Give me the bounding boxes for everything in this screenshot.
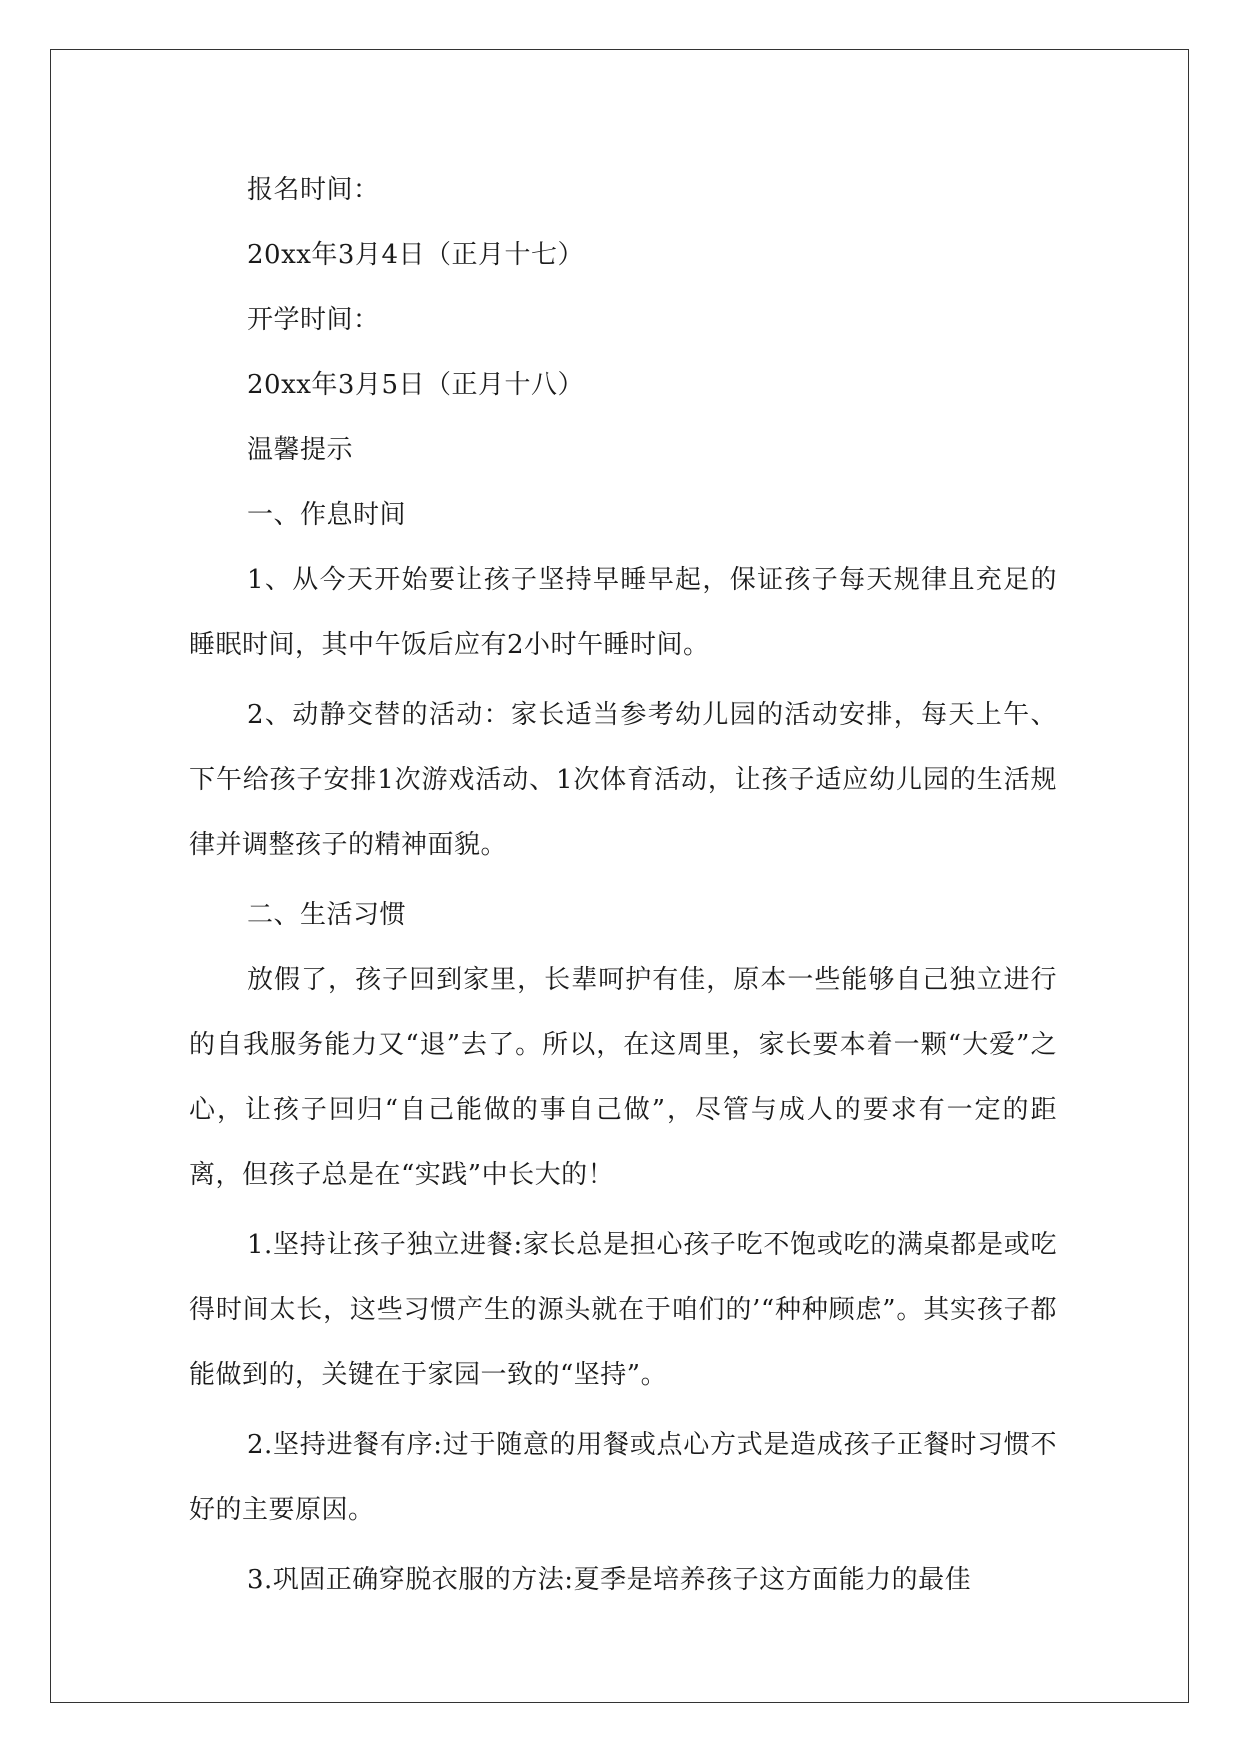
paragraph-activities: 2、动静交替的活动：家长适当参考幼儿园的活动安排，每天上午、下午给孩子安排1次游戏活动、1次体育活动，让孩子适应幼儿园的生活规律并调整孩子的精神面貌。 xyxy=(189,700,1057,860)
paragraph-orderly-meals: 2.坚持进餐有序:过于随意的用餐或点心方式是造成孩子正餐时习惯不好的主要原因。 xyxy=(189,1430,1057,1525)
registration-date: 20xx年3月4日（正月十七） xyxy=(247,240,584,270)
document-body xyxy=(189,158,1057,1618)
paragraph-holiday: 放假了，孩子回到家里，长辈呵护有佳，原本一些能够自己独立进行的自我服务能力又“退”去了。所以，在这周里，家长要本着一颗“大爱”之心，让孩子回归“自己能做的事自己做”，尽管与成人的要求有一定的距离，但孩子总是在“实践”中长大的！ xyxy=(189,965,1057,1190)
registration-time-label: 报名时间： xyxy=(247,175,380,205)
paragraph-sleep: 1、从今天开始要让孩子坚持早睡早起，保证孩子每天规律且充足的睡眠时间，其中午饭后应有2小时午睡时间。 xyxy=(189,565,1057,660)
paragraph-eating-independently: 1.坚持让孩子独立进餐:家长总是担心孩子吃不饱或吃的满桌都是或吃得时间太长，这些习惯产生的源头就在于咱们的’“种种顾虑”。其实孩子都能做到的，关键在于家园一致的“坚持”。 xyxy=(189,1230,1057,1390)
section-heading-habits: 二、生活习惯 xyxy=(247,900,407,930)
school-start-date: 20xx年3月5日（正月十八） xyxy=(247,370,584,400)
school-start-label: 开学时间： xyxy=(247,305,380,335)
section-heading-schedule: 一、作息时间 xyxy=(247,500,407,530)
tips-heading: 温馨提示 xyxy=(247,435,354,465)
paragraph-dressing: 3.巩固正确穿脱衣服的方法:夏季是培养孩子这方面能力的最佳 xyxy=(247,1565,972,1595)
